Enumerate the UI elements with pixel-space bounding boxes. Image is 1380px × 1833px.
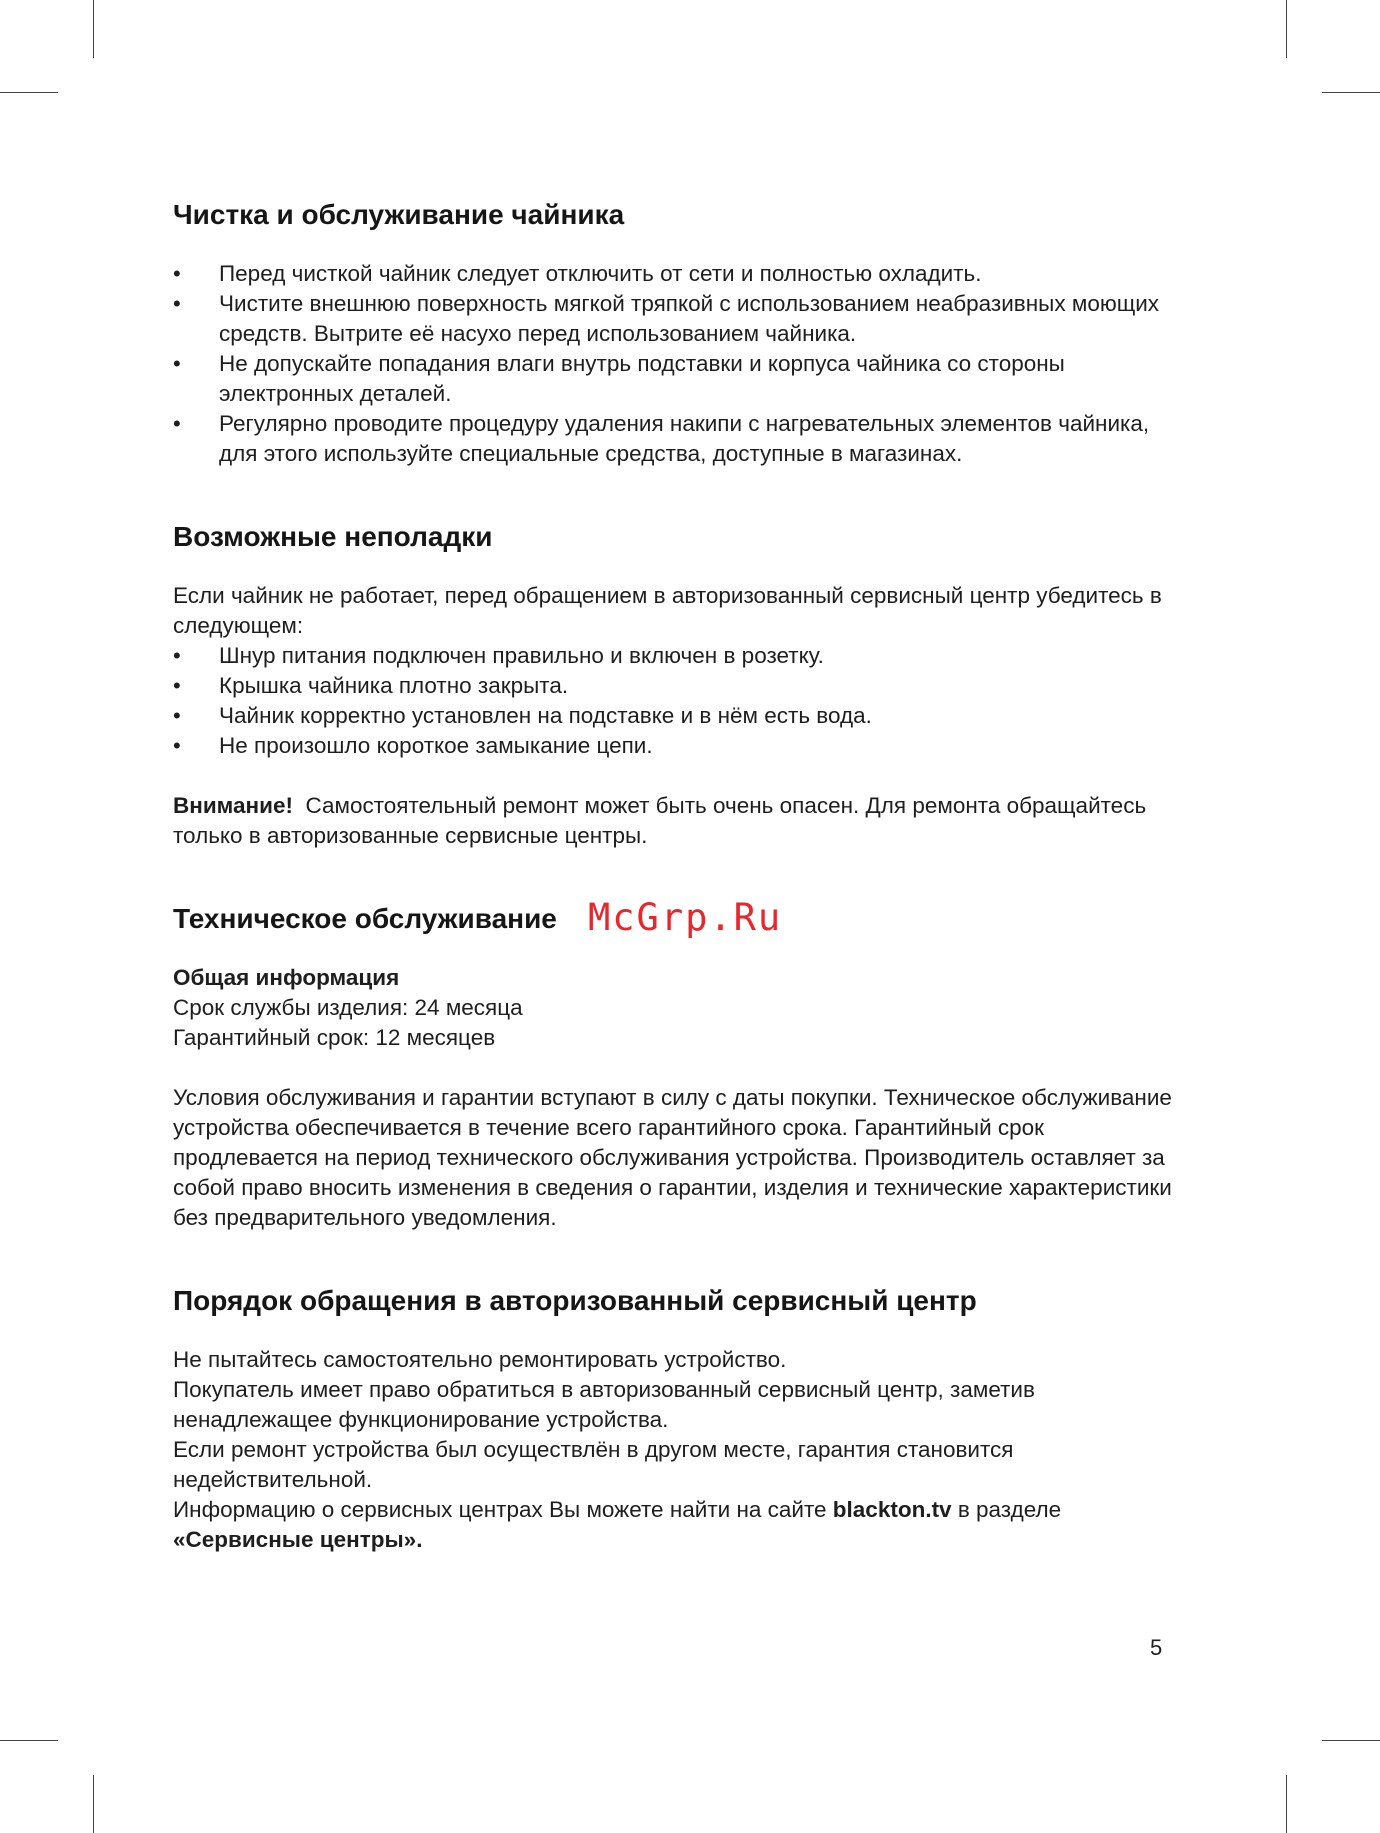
crop-mark: [93, 1775, 94, 1833]
crop-mark: [1286, 1775, 1287, 1833]
crop-mark: [0, 92, 58, 93]
troubleshooting-list: [173, 641, 1183, 761]
crop-mark: [1322, 92, 1380, 93]
warning-text: Самостоятельный ремонт может быть очень опасен. Для ремонта обращайтесь только в авторизованные сервисные центры.: [173, 793, 1147, 848]
bullet-icon: •: [173, 351, 181, 376]
service-line-3: Если ремонт устройства был осуществлён в другом месте, гарантия становится недействительной.: [173, 1437, 1014, 1492]
troubleshooting-heading: Возможные неполадки: [173, 521, 493, 552]
service-centers-section: «Сервисные центры»: [173, 1527, 417, 1552]
service-line-2: Покупатель имеет право обратиться в авторизованный сервисный центр, заметив ненадлежащее функционирование устройства.: [173, 1377, 1035, 1432]
watermark: McGrp.Ru: [588, 896, 783, 939]
cleaning-list: [173, 259, 1183, 469]
maintenance-paragraph: Условия обслуживания и гарантии вступают в силу с даты покупки. Техническое обслуживание устройства обеспечивается в течение всего гарантийного срока. Гарантийный срок продлевается на период технического обслуживания устройства. Производитель оставляет за собой право вносить изменения в сведения о гарантии, изделия и технические характеристики без предварительного уведомления.: [173, 1085, 1172, 1230]
list-item: • Регулярно проводите процедуру удаления накипи с нагревательных элементов чайника, для этого используйте специальные средства, доступные в магазинах.: [173, 411, 1150, 466]
bullet-icon: •: [173, 703, 181, 728]
list-item: • Чайник корректно установлен на подставке и в нём есть вода.: [173, 701, 1183, 731]
service-life: Срок службы изделия: 24 месяца: [173, 995, 523, 1020]
list-item: • Крышка чайника плотно закрыта.: [173, 671, 1183, 701]
list-item: • Чистите внешнюю поверхность мягкой тряпкой с использованием неабразивных моющих средств. Вытрите её насухо перед использованием чайника.: [173, 291, 1160, 346]
warranty-period: Гарантийный срок: 12 месяцев: [173, 1025, 496, 1050]
site-link[interactable]: blackton.tv: [832, 1497, 952, 1522]
crop-mark: [1286, 0, 1287, 58]
list-item: • Не произошло короткое замыкание цепи.: [173, 731, 1183, 761]
warning-label: Внимание!: [173, 793, 293, 818]
cleaning-heading: Чистка и обслуживание чайника: [173, 199, 625, 230]
crop-mark: [0, 1740, 58, 1741]
bullet-icon: •: [173, 291, 181, 316]
crop-mark: [1322, 1740, 1380, 1741]
list-item: • Шнур питания подключен правильно и включен в розетку.: [173, 641, 1183, 671]
general-info-subtitle: Общая информация: [173, 965, 400, 990]
bullet-icon: •: [173, 643, 181, 668]
bullet-icon: •: [173, 733, 181, 758]
troubleshooting-intro: Если чайник не работает, перед обращением в авторизованный сервисный центр убедитесь в следующем:: [173, 583, 1162, 638]
crop-mark: [93, 0, 94, 58]
page-content: [173, 195, 1183, 1555]
bullet-icon: •: [173, 411, 181, 436]
list-item: • Не допускайте попадания влаги внутрь подставки и корпуса чайника со стороны электронных деталей.: [173, 351, 1065, 406]
warning-paragraph: [173, 791, 1183, 851]
bullet-icon: •: [173, 261, 181, 286]
maintenance-heading: Техническое обслуживание: [173, 903, 557, 934]
service-line-1: Не пытайтесь самостоятельно ремонтировать устройство.: [173, 1347, 787, 1372]
list-item: • Перед чисткой чайник следует отключить от сети и полностью охладить.: [173, 259, 1183, 289]
page-number: 5: [1150, 1635, 1163, 1660]
service-heading: Порядок обращения в авторизованный сервисный центр: [173, 1285, 977, 1316]
bullet-icon: •: [173, 673, 181, 698]
service-line-4: Информацию о сервисных центрах Вы можете найти на сайте blackton.tv в разделе «Сервисные центры».: [173, 1497, 1062, 1552]
